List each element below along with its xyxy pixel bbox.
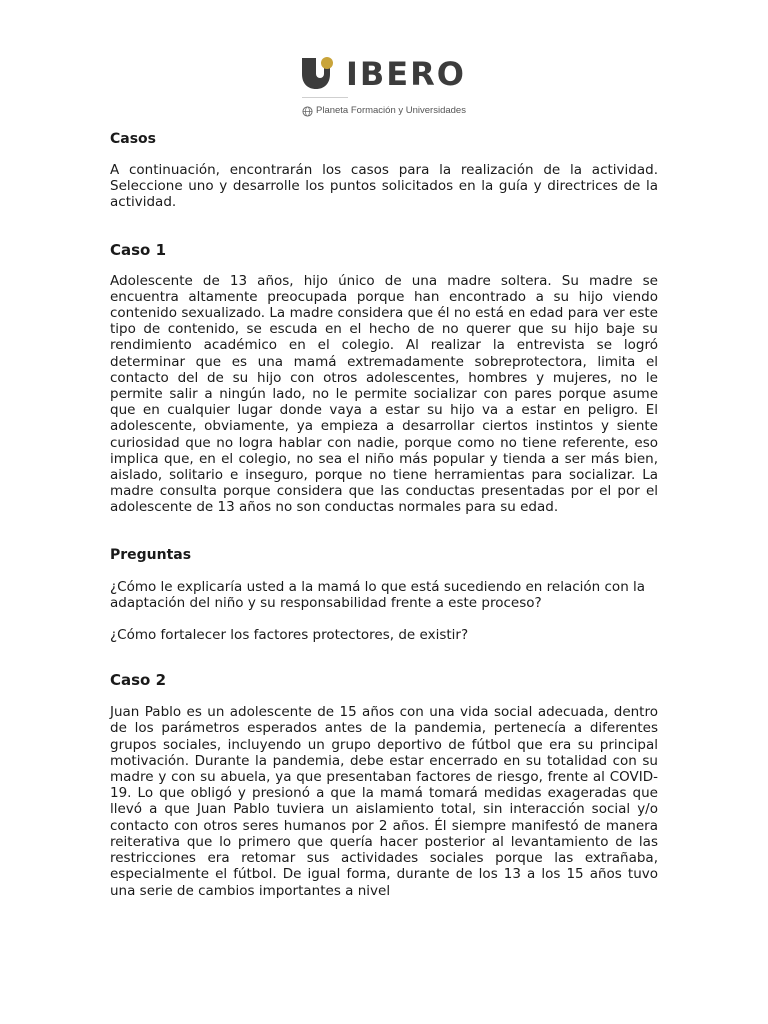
caso-2-heading: Caso 2: [110, 671, 167, 690]
ibero-shield-icon: [300, 56, 340, 90]
logo-subtitle: [302, 104, 466, 118]
intro-paragraph: A continuación, encontrarán los casos para la realización de la actividad. Seleccione uno y desarrolle los puntos solicitados en la guía y directrices de la actividad.: [110, 162, 658, 211]
caso-1-paragraph: Adolescente de 13 años, hijo único de una madre soltera. Su madre se encuentra altamente preocupada porque han encontrado a su hijo viendo contenido sexualizado. La madre considera que él no está en edad para ver este tipo de contenido, se escuda en el hecho de no querer que su hijo baje su rendimiento académico en el colegio. Al realizar la entrevista se logró determinar que es una mamá extremadamente sobreprotectora, limita el contacto del de su hijo con otros adolescentes, hombres y mujeres, no le permite salir a ningún lado, no le permite socializar con pares porque asume que en cualquier lugar donde vaya a estar su hijo va a estar en peligro. El adolescente, obviamente, ya empieza a desarrollar ciertos instintos y siente curiosidad que no logra hablar con nadie, porque como no tiene referente, eso implica que, en el colegio, no sea el niño más popular y tienda a ser más bien, aislado, solitario e inseguro, porque no tiene herramientas para socializar. La madre consulta porque considera que las conductas presentadas por el por el adolescente de 13 años no son conductas normales para su edad.: [110, 272, 658, 516]
pregunta-item: ¿Cómo le explicaría usted a la mamá lo que está sucediendo en relación con la adaptación del niño y su responsabilidad frente a este proceso?: [110, 578, 646, 611]
preguntas-heading: Preguntas: [110, 546, 192, 563]
caso-1-heading: Caso 1: [110, 240, 167, 259]
ibero-logo: [300, 52, 470, 118]
casos-heading: Casos: [110, 131, 157, 147]
pregunta-item: ¿Cómo fortalecer los factores protectores, de existir?: [110, 627, 469, 644]
caso-2-paragraph: Juan Pablo es un adolescente de 15 años con una vida social adecuada, dentro de los parámetros esperados antes de la pandemia, pertenecía a diferentes grupos sociales, incluyendo un grupo deportivo de fútbol que era su principal motivación. Durante la pandemia, debe estar encerrado en su totalidad con su madre y con su abuela, ya que presentaban factores de riesgo, frente al COVID-19. Lo que obligó y presionó a que la mamá tomará medidas exageradas que llevó a que Juan Pablo tuviera un aislamiento total, sin interacción social y/o contacto con otros seres humanos por 2 años. Él siempre manifestó de manera reiterativa que lo primero que quería hacer posterior al levantamiento de las restricciones era retomar sus actividades sociales porque las extrañaba, especialmente el fútbol. De igual forma, durante de los 13 a los 15 años tuvo una serie de cambios importantes a nivel: [110, 704, 658, 899]
logo-subtitle-text: Planeta Formación y Universidades: [316, 105, 466, 116]
globe-icon: [302, 106, 313, 117]
document-content: [110, 128, 658, 899]
logo-wordmark: IBERO: [346, 55, 466, 93]
logo-divider: [302, 97, 348, 98]
